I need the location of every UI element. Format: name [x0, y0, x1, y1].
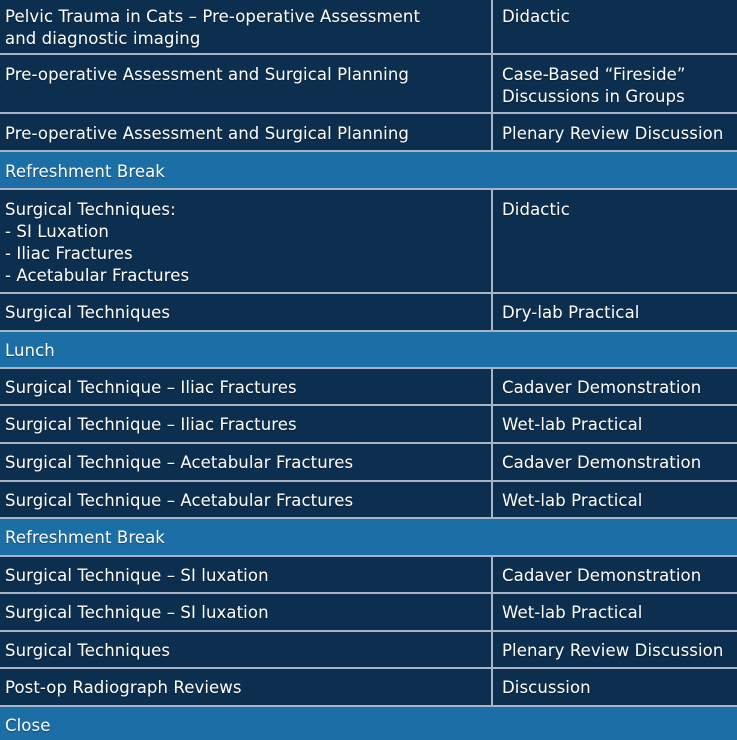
table-row	[0, 190, 737, 292]
table-row	[0, 294, 737, 330]
table-row	[0, 482, 737, 517]
session-topic: Post-op Radiograph Reviews	[0, 669, 491, 705]
session-format: Cadaver Demonstration	[493, 557, 737, 592]
session-format: Case-Based “Fireside” Discussions in Groups	[493, 55, 737, 112]
session-topic: Pre-operative Assessment and Surgical Planning	[0, 55, 491, 112]
session-topic: Surgical Technique – Iliac Fractures	[0, 406, 491, 442]
break-row	[0, 519, 737, 555]
break-row	[0, 152, 737, 188]
break-row	[0, 707, 737, 740]
table-row	[0, 114, 737, 150]
table-row	[0, 632, 737, 667]
session-format: Plenary Review Discussion	[493, 632, 737, 667]
session-format: Wet-lab Practical	[493, 594, 737, 630]
table-row	[0, 669, 737, 705]
session-format: Didactic	[493, 190, 737, 292]
table-row	[0, 55, 737, 112]
table-row	[0, 444, 737, 480]
session-format: Didactic	[493, 0, 737, 53]
table-row	[0, 369, 737, 404]
session-topic: Surgical Technique – Acetabular Fractures	[0, 444, 491, 480]
session-topic: Surgical Technique – Iliac Fractures	[0, 369, 491, 404]
table-row	[0, 594, 737, 630]
break-label: Lunch	[0, 332, 737, 367]
session-format: Dry-lab Practical	[493, 294, 737, 330]
session-format: Cadaver Demonstration	[493, 444, 737, 480]
session-topic: Surgical Technique – SI luxation	[0, 557, 491, 592]
session-format: Wet-lab Practical	[493, 482, 737, 517]
session-format: Discussion	[493, 669, 737, 705]
session-topic: Pre-operative Assessment and Surgical Planning	[0, 114, 491, 150]
table-row	[0, 406, 737, 442]
break-label: Close	[0, 707, 737, 740]
session-topic: Surgical Technique – SI luxation	[0, 594, 491, 630]
break-label: Refreshment Break	[0, 152, 737, 188]
table-row	[0, 0, 737, 53]
session-topic: Surgical Techniques	[0, 632, 491, 667]
break-row	[0, 332, 737, 367]
break-label: Refreshment Break	[0, 519, 737, 555]
session-topic: Surgical Technique – Acetabular Fractures	[0, 482, 491, 517]
session-format: Wet-lab Practical	[493, 406, 737, 442]
session-topic: Surgical Techniques: - SI Luxation - Iliac Fractures - Acetabular Fractures	[0, 190, 491, 292]
session-topic: Surgical Techniques	[0, 294, 491, 330]
session-format: Cadaver Demonstration	[493, 369, 737, 404]
session-format: Plenary Review Discussion	[493, 114, 737, 150]
table-row	[0, 557, 737, 592]
session-topic: Pelvic Trauma in Cats – Pre-operative Assessment and diagnostic imaging	[0, 0, 491, 53]
